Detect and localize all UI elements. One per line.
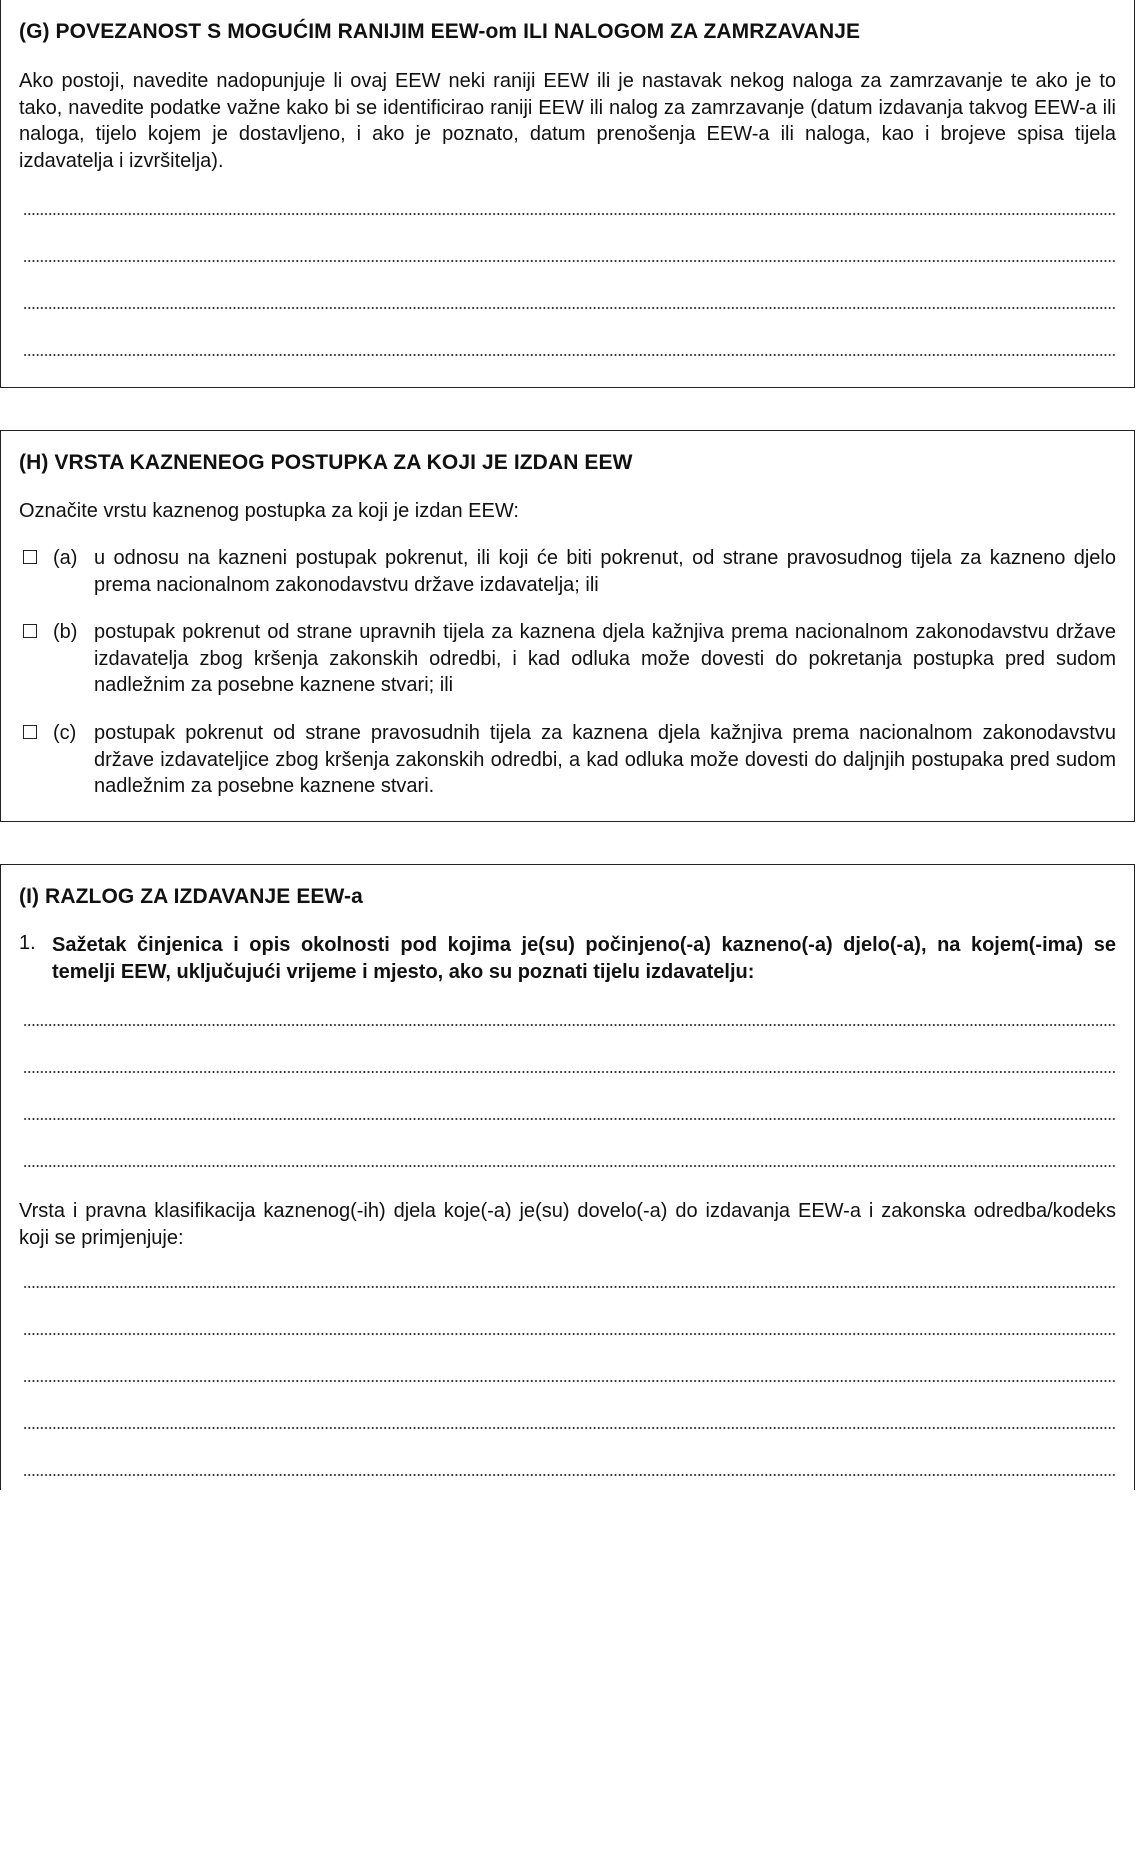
option-c-letter: (c) — [53, 722, 77, 744]
section-g-title: (G) POVEZANOST S MOGUĆIM RANIJIM EEW-om ILI NALOGOM ZA ZAMRZAVANJE — [19, 20, 861, 43]
answer-line-g-3[interactable] — [23, 306, 1115, 310]
classification-text: Vrsta i pravna klasifikacija kaznenog(-ih) djela koje(-a) je(su) dovelo(-a) do izdavanja EEW-a i zakonska odredba/kodeks koji se primjenjuje: — [19, 1200, 1116, 1249]
option-a-checkbox[interactable] — [23, 550, 37, 564]
option-b — [19, 619, 1116, 699]
item-1-text: Sažetak činjenica i opis okolnosti pod kojima je(su) počinjeno(-a) kazneno(-a) djelo(-a), na kojem(-ima) se temelji EEW, uključujući vrijeme i mjesto, ako su poznati tijelu izdavatelju: — [52, 934, 1116, 983]
option-a — [19, 545, 1116, 598]
answer-line-g-1[interactable] — [23, 212, 1115, 216]
answer-line-i-8[interactable] — [23, 1426, 1115, 1430]
section-i-item-1 — [19, 932, 1116, 985]
answer-line-g-2[interactable] — [23, 259, 1115, 263]
answer-line-i-9[interactable] — [23, 1473, 1115, 1477]
section-g-text: Ako postoji, navedite nadopunjuje li ovaj EEW neki raniji EEW ili je nastavak nekog naloga za zamrzavanje te ako je to tako, navedite podatke važne kako bi se identificirao raniji EEW ili nalog za zamrzavanje (datum izdavanja takvog EEW-a ili naloga, tijelo kojem je dostavljeno, i ako je poznato, datum prenošenja EEW-a ili naloga, kao i brojeve spisa tijela izdavatelja i izvršitelja). — [19, 70, 1116, 172]
section-g-box — [0, 0, 1135, 388]
item-number: 1. — [19, 932, 36, 954]
section-i-title: (I) RAZLOG ZA IZDAVANJE EEW-a — [19, 885, 363, 908]
answer-line-g-4[interactable] — [23, 353, 1115, 357]
option-b-text: postupak pokrenut od strane upravnih tijela za kaznena djela kažnjiva prema nacionalnom zakonodavstvu države izdavatelja zbog kršenja zakonskih odredbi, i kad odluka može dovesti do pokretanja postupka pred sudom nadležnim za posebne kaznene stvari; ili — [94, 621, 1116, 696]
answer-line-i-4[interactable] — [23, 1164, 1115, 1168]
option-a-letter: (a) — [53, 547, 78, 569]
answer-line-i-1[interactable] — [23, 1023, 1115, 1027]
option-c-text: postupak pokrenut od strane pravosudnih tijela za kaznena djela kažnjiva prema nacionalnom zakonodavstvu države izdavateljice zbog kršenja zakonskih odredbi, a kad odluka može dovesti do daljnjih postupaka pred sudom nadležnim za posebne kaznene stvari. — [94, 722, 1116, 797]
option-b-letter: (b) — [53, 621, 78, 643]
section-i-box — [0, 864, 1135, 1490]
option-b-checkbox[interactable] — [23, 624, 37, 638]
section-h-instruction: Označite vrstu kaznenog postupka za koji je izdan EEW: — [19, 500, 519, 522]
section-h-title: (H) VRSTA KAZNENEOG POSTUPKA ZA KOJI JE IZDAN EEW — [19, 451, 633, 474]
option-a-text: u odnosu na kazneni postupak pokrenut, ili koji će biti pokrenut, od strane pravosudnog tijela za kazneno djelo prema nacionalnom zakonodavstvu države izdavatelja; ili — [94, 547, 1116, 596]
answer-line-i-3[interactable] — [23, 1117, 1115, 1121]
option-c-checkbox[interactable] — [23, 725, 37, 739]
answer-line-i-6[interactable] — [23, 1332, 1115, 1336]
answer-line-i-7[interactable] — [23, 1379, 1115, 1383]
option-c — [19, 720, 1116, 800]
answer-line-i-5[interactable] — [23, 1285, 1115, 1289]
section-h-box — [0, 430, 1135, 822]
answer-line-i-2[interactable] — [23, 1070, 1115, 1074]
